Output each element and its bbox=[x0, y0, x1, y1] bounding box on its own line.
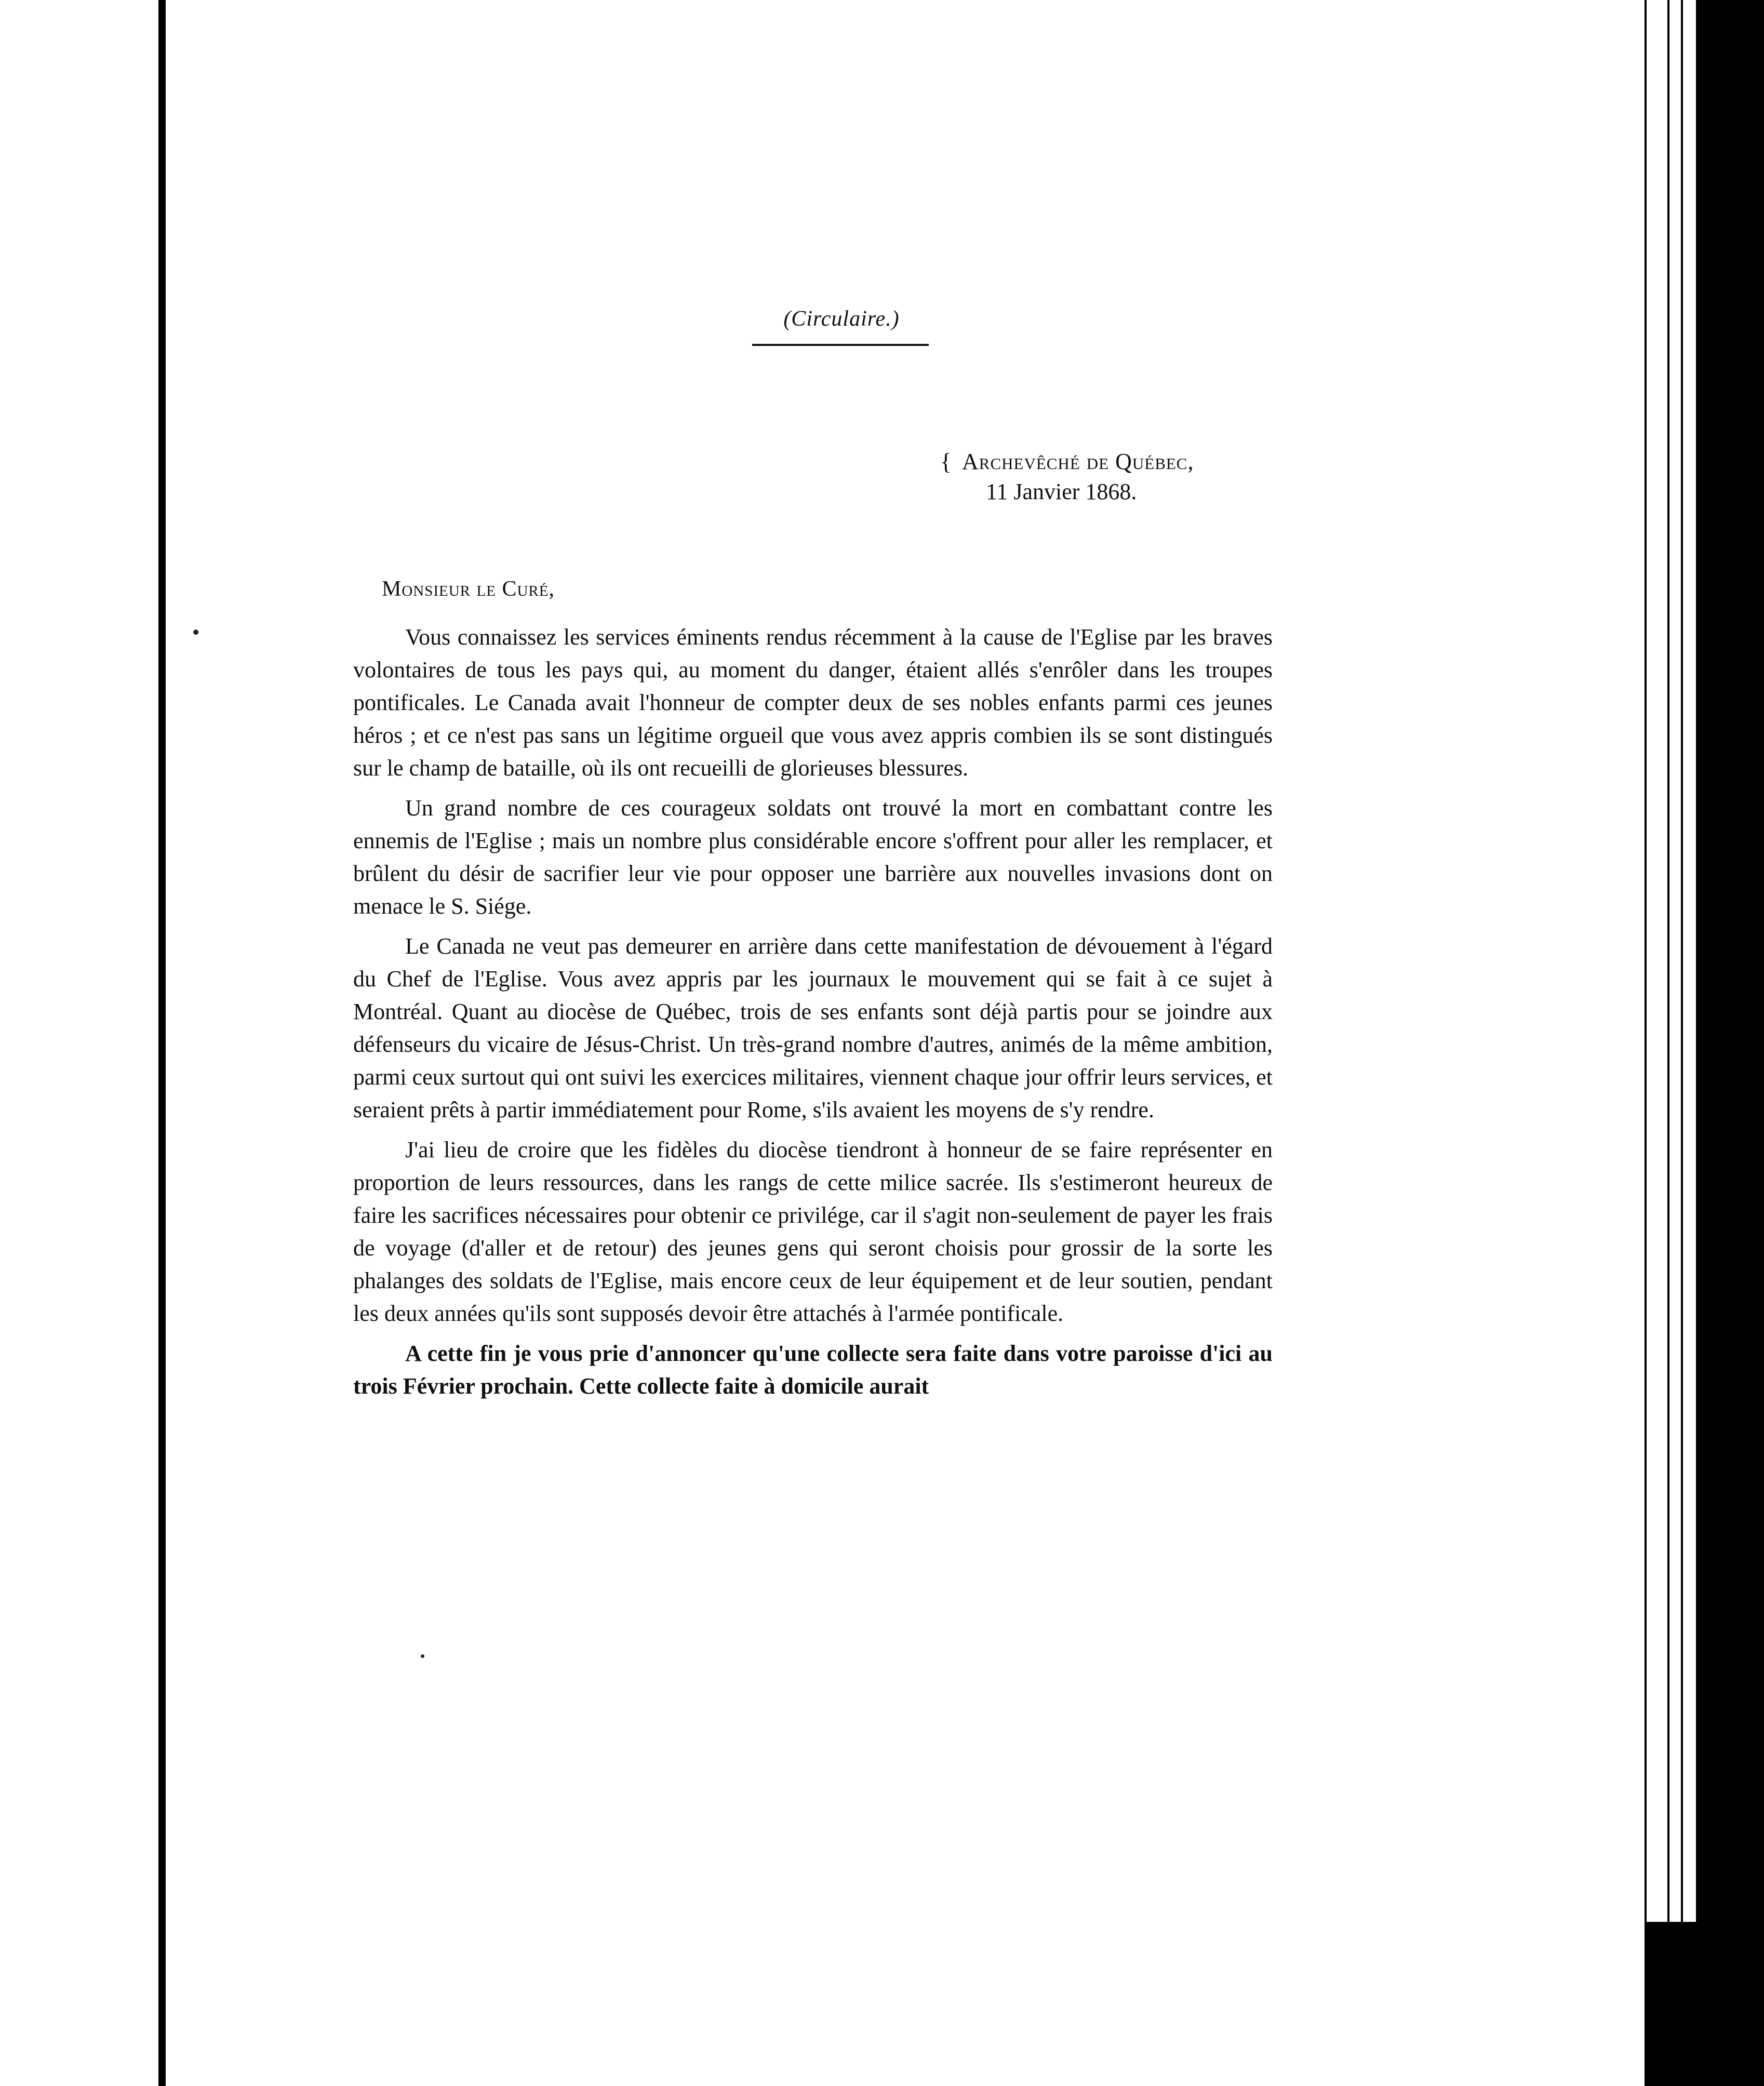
paragraph: Un grand nombre de ces courageux soldats ont trouvé la mort en combattant contre les ennemis de l'Eglise ; mais un nombre plus considérable encore s'offrent pour aller les remplacer, et brûlent du désir de sacrifier leur vie pour opposer une barrière aux nouvelles invasions dont on menace le S. Siége. bbox=[353, 795, 1273, 919]
scan-right-margin bbox=[1696, 0, 1764, 2086]
brace-glyph: { bbox=[940, 448, 952, 475]
place-line: Archevêché de Québec, bbox=[962, 449, 1194, 474]
scan-speck bbox=[421, 1654, 424, 1658]
paragraph: Le Canada ne veut pas demeurer en arrière dans cette manifestation de dévouement à l'égard du Chef de l'Eglise. Vous avez appris par les journaux le mouvement qui se fait à ce sujet à Montréal. Quant au diocèse de Québec, trois de ses enfants sont déjà partis pour se joindre aux défenseurs du vicaire de Jésus-Christ. Un très-grand nombre d'autres, animés de la même ambition, parmi ceux surtout qui ont suivi les exercices militaires, viennent chaque jour offrir leurs services, et seraient prêts à partir immédiatement pour Rome, s'ils avaient les moyens de s'y rendre. bbox=[353, 933, 1273, 1122]
document-type-label: (Circulaire.) bbox=[783, 307, 900, 331]
header-underline bbox=[752, 344, 929, 346]
scan-binding-edge bbox=[158, 0, 166, 2086]
page-edge bbox=[1669, 0, 1681, 2086]
scan-corner-shadow bbox=[1647, 1922, 1699, 2086]
paragraph: J'ai lieu de croire que les fidèles du diocèse tiendront à honneur de se faire représenter en proportion de leurs ressources, dans les rangs de cette milice sacrée. Ils s'estimeront heureux de faire les sacrifices nécessaires pour obtenir ce privilége, car il s'agit non-seulement de payer les frais de voyage (d'aller et de retour) des jeunes gens qui seront choisis pour grossir de la sorte les phalanges des soldats de l'Eglise, mais encore ceux de leur équipement et de leur soutien, pendant les deux années qu'ils sont supposés devoir être attachés à l'armée pontificale. bbox=[353, 1137, 1273, 1326]
page-edge bbox=[1647, 0, 1667, 2086]
paragraph: Vous connaissez les services éminents rendus récemment à la cause de l'Eglise par les braves volontaires de tous les pays qui, au moment du danger, étaient allés s'enrôler dans les troupes pontificales. Le Canada avait l'honneur de compter deux de ses nobles enfants parmi ces jeunes héros ; et ce n'est pas sans un légitime orgueil que vous avez appris combien ils se sont distingués sur le champ de bataille, où ils ont recueilli de glorieuses blessures. bbox=[353, 624, 1273, 781]
scan-speck bbox=[193, 630, 198, 635]
page-edge bbox=[1683, 0, 1693, 2086]
date-line: 11 Janvier 1868. bbox=[986, 479, 1137, 504]
letter-body bbox=[353, 621, 1273, 1410]
paragraph: A cette fin je vous prie d'annoncer qu'une collecte sera faite dans votre paroisse d'ici au trois Février prochain. Cette collecte faite à domicile aurait bbox=[353, 1341, 1273, 1399]
scan-left-margin bbox=[0, 0, 158, 2086]
salutation: Monsieur le Curé, bbox=[382, 577, 555, 601]
place-date-block bbox=[940, 447, 1252, 507]
